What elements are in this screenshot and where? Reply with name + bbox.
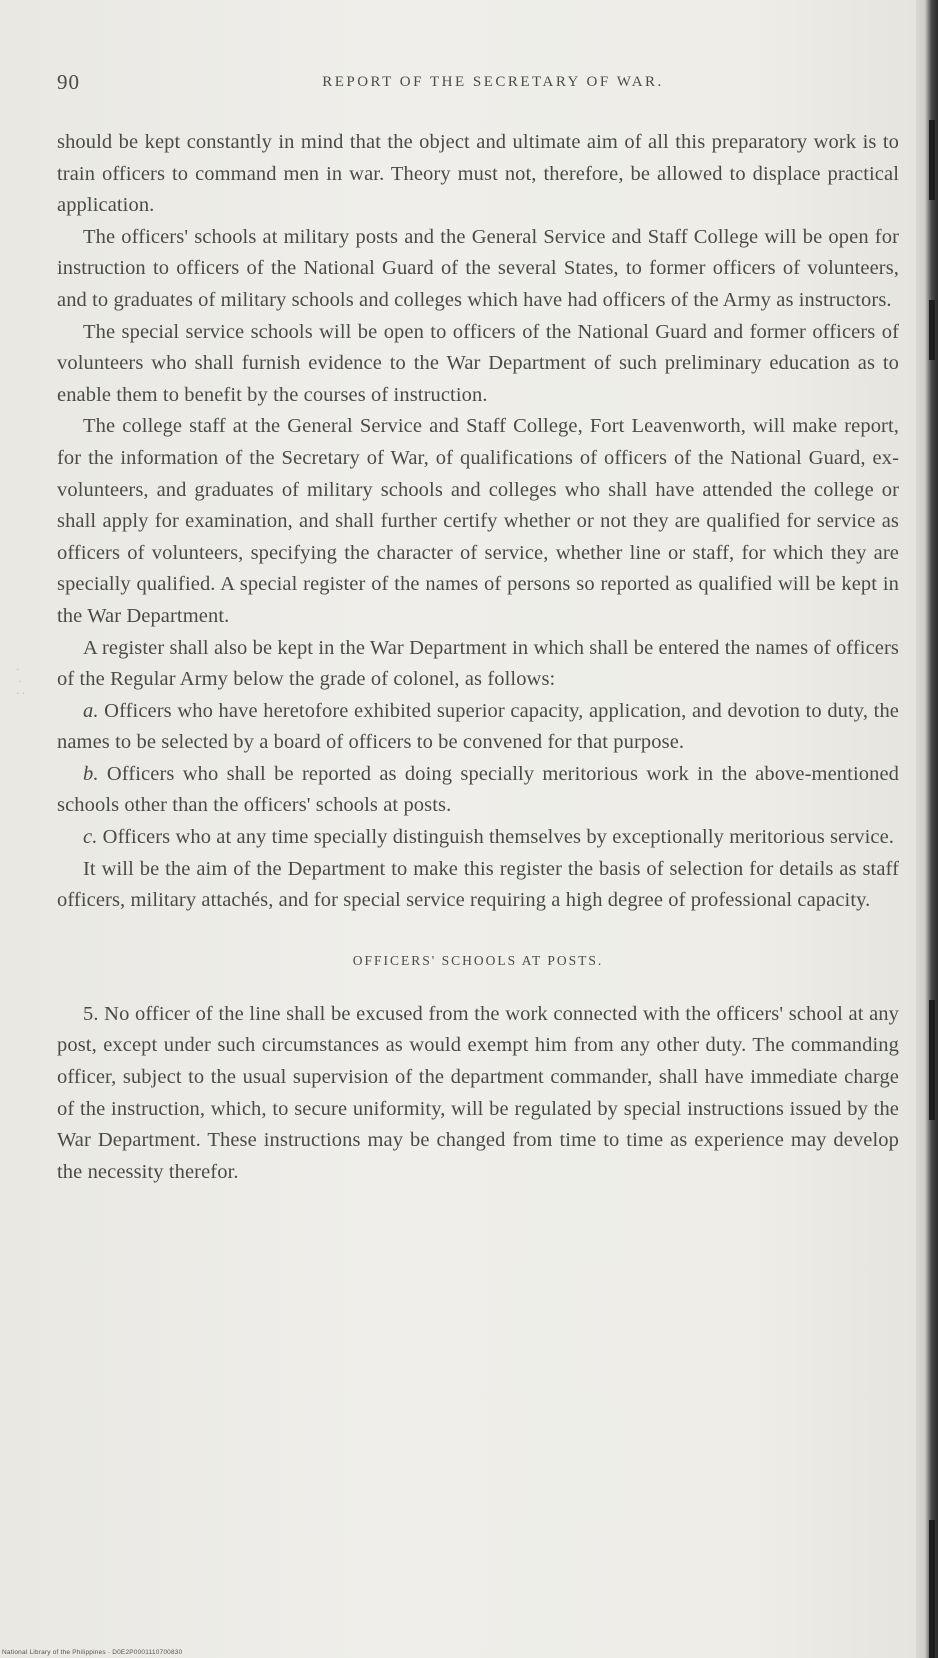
list-item-c	[57, 822, 899, 854]
running-head: REPORT OF THE SECRETARY OF WAR.	[322, 74, 664, 90]
paragraph-officers-schools: The officers' schools at military posts and the General Service and Staff College will be open for instruction to officers of the National Guard of the several States, to former officers of volunteers, and to graduates of military schools and colleges which have had officers of the Army as instructors.	[57, 225, 899, 311]
page-number: 90	[57, 70, 80, 94]
edge-mark	[929, 120, 935, 200]
list-letter: b.	[83, 762, 99, 785]
list-letter: a.	[83, 699, 99, 722]
paragraph-section-5: 5. No officer of the line shall be excused from the work connected with the officers' school at any post, except under such circumstances as would exempt him from any other duty. The commanding officer, subject to the usual supervision of the department commander, shall have immediate charge of the instruction, which, to secure uniformity, will be regulated by special instructions issued by the War Department. These instructions may be changed from time to time as experience may develop the necessity therefor.	[57, 1002, 899, 1183]
edge-mark	[929, 300, 935, 360]
list-letter: c.	[83, 826, 98, 849]
page-header	[57, 70, 899, 100]
list-item-a	[57, 696, 899, 759]
edge-mark	[929, 1000, 935, 1120]
paragraph-continuation: should be kept constantly in mind that the object and ultimate aim of all this preparatory work is to train officers to command men in war. Theory must not, therefore, be allowed to displace practical application.	[57, 131, 899, 217]
body-text	[57, 127, 899, 1188]
paragraph-register-aim: It will be the aim of the Department to make this register the basis of selection for details as staff officers, military attachés, and for special service requiring a high degree of professional capacity.	[57, 857, 899, 912]
page-binding-edge	[916, 0, 938, 1658]
list-text: Officers who have heretofore exhibited superior capacity, application, and devotion to duty, the names to be selected by a board of officers to be convened for that purpose.	[57, 699, 899, 754]
paragraph-college-staff: The college staff at the General Service and Staff College, Fort Leavenworth, will make report, for the information of the Secretary of War, of qualifications of officers of the National Guard, ex-volunteers, and graduates of military schools and colleges who shall have attended the college or shall apply for examination, and shall further certify whether or not they are qualified for service as officers of volunteers, specifying the character of service, whether line or staff, for which they are specially qualified. A special register of the names of persons so reported as qualified will be kept in the War Department.	[57, 415, 899, 627]
page-blemish: · · · ·	[16, 665, 26, 700]
paragraph-special-service: The special service schools will be open to officers of the National Guard and former officers of volunteers who shall furnish evidence to the War Department of such preliminary education as to enable them to benefit by the courses of instruction.	[57, 320, 899, 406]
list-item-b	[57, 759, 899, 822]
paragraph-register: A register shall also be kept in the War Department in which shall be entered the names of officers of the Regular Army below the grade of colonel, as follows:	[57, 636, 899, 691]
scan-footer: National Library of the Philippines · D0E2P0001110700830	[2, 1649, 183, 1656]
list-text: Officers who shall be reported as doing specially meritorious work in the above-mentioned schools other than the officers' schools at posts.	[57, 762, 899, 817]
section-heading: OFFICERS' SCHOOLS AT POSTS.	[352, 952, 604, 968]
list-text: Officers who at any time specially distinguish themselves by exceptionally meritorious service.	[102, 826, 895, 849]
edge-mark	[929, 1520, 935, 1658]
